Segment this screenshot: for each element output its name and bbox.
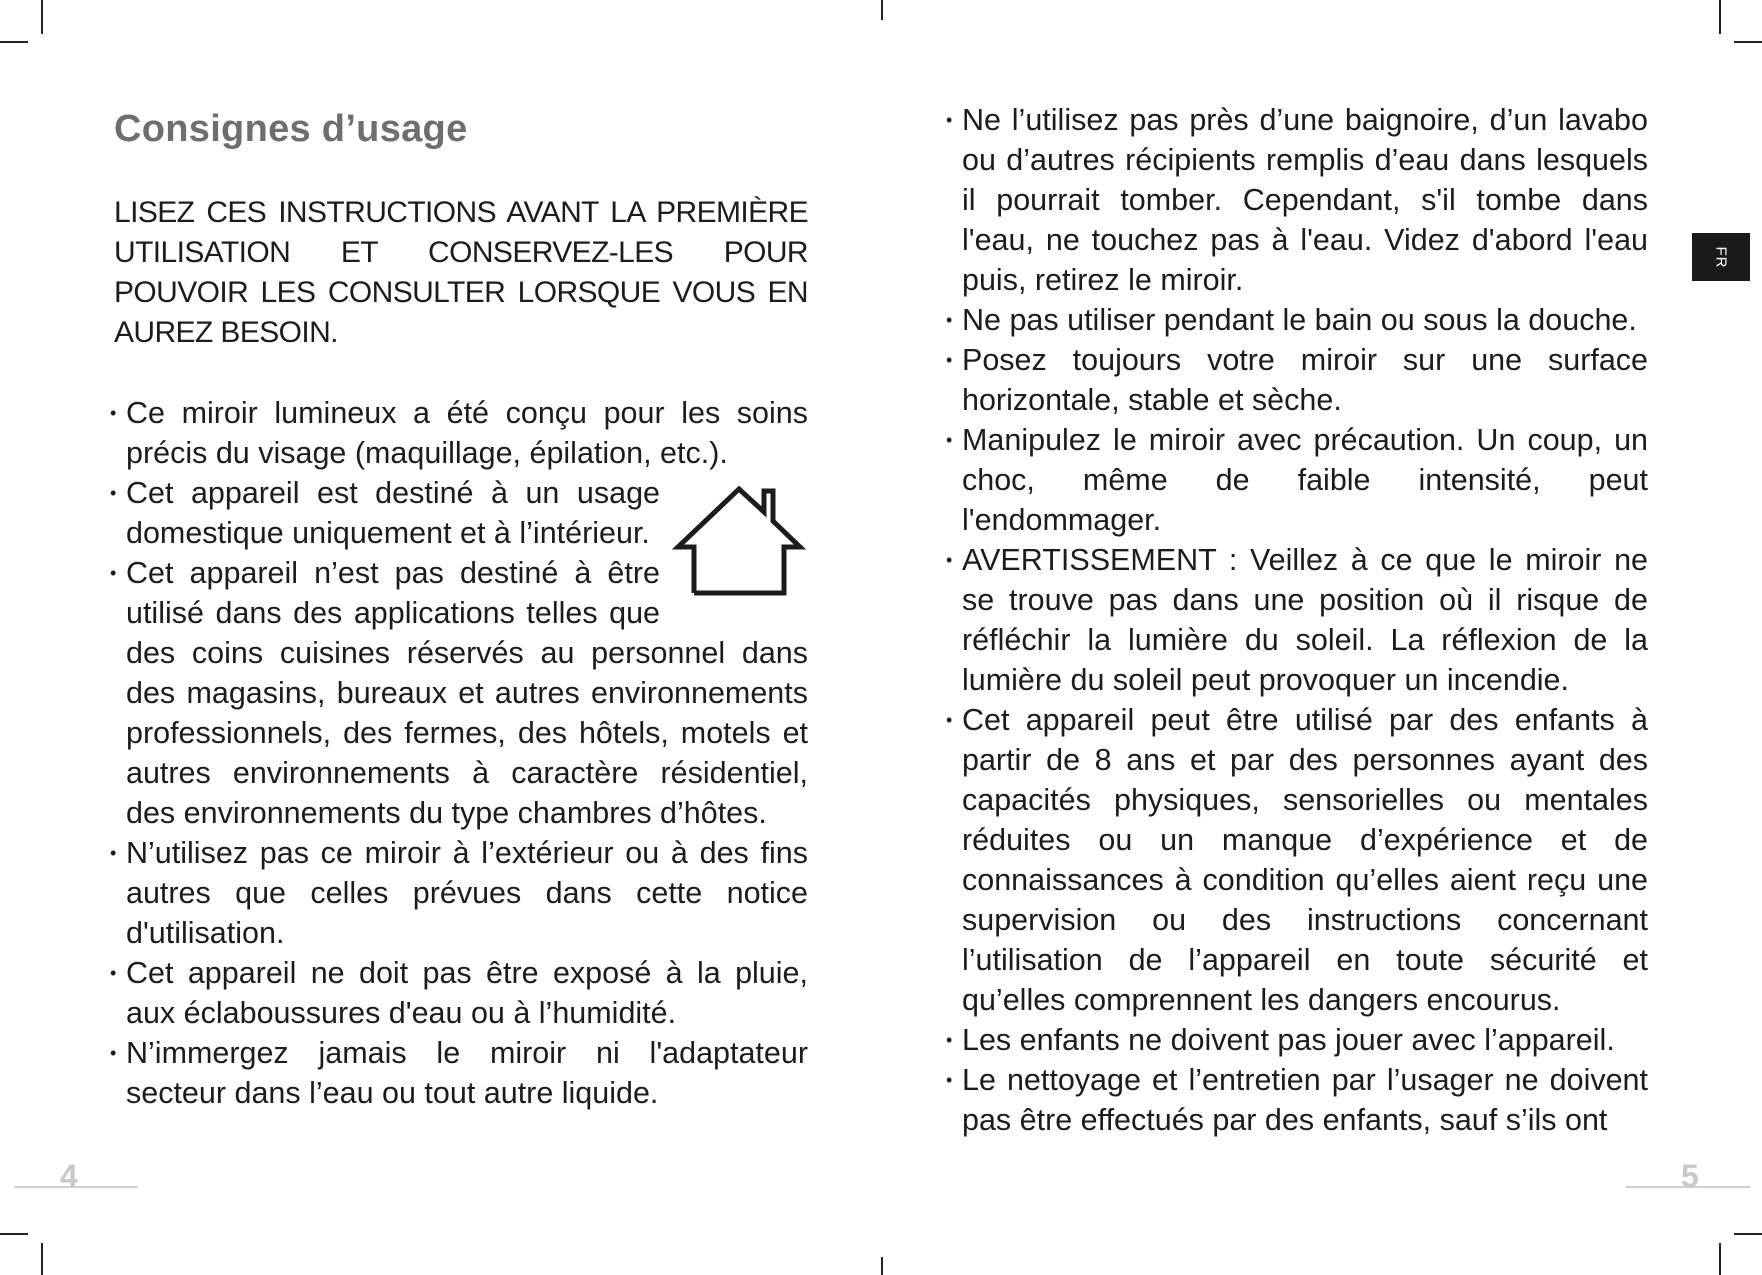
- left-page: [110, 100, 808, 1113]
- list-item: • Manipulez le miroir avec précaution. Un coup, un choc, même de faible intensité, peut l'endommager.: [946, 423, 1648, 537]
- language-tab: [1692, 233, 1750, 281]
- list-item-text: Ne pas utiliser pendant le bain ou sous la douche.: [962, 303, 1637, 337]
- crop-mark: [1734, 1233, 1762, 1235]
- list-item: • Le nettoyage et l’entretien par l’usager ne doivent pas être effectués par des enfants, sauf s’ils ont: [946, 1063, 1648, 1137]
- crop-mark: [1719, 1243, 1721, 1275]
- list-item: • Cet appareil n’est pas destiné à être utilisé dans des applications telles que des coins cuisines réservés au personnel dans des magasins, bureaux et autres environnements professionnels, des fermes, des hôtels, motels et autres environnements à caractère résidentiel, des environnements du type chambres d’hôtes.: [110, 556, 808, 830]
- list-item: • Cet appareil ne doit pas être exposé à la pluie, aux éclaboussures d'eau ou à l’humidité.: [110, 956, 808, 1030]
- list-item-text: Cet appareil ne doit pas être exposé à la pluie, aux éclaboussures d'eau ou à l’humidité.: [126, 956, 808, 1030]
- list-item: • N’utilisez pas ce miroir à l’extérieur ou à des fins autres que celles prévues dans cette notice d'utilisation.: [110, 836, 808, 950]
- list-item: • Ce miroir lumineux a été conçu pour les soins précis du visage (maquillage, épilation, etc.).: [110, 396, 808, 470]
- list-item-text: Ce miroir lumineux a été conçu pour les soins précis du visage (maquillage, épilation, etc.).: [126, 396, 808, 470]
- list-item-text: Cet appareil est destiné à un usage domestique uniquement et à l’intérieur.: [126, 476, 660, 550]
- crop-mark: [881, 1257, 883, 1275]
- list-item-text: Cet appareil n’est pas destiné à être utilisé dans des applications telles que des coins cuisines réservés au personnel dans des magasins, bureaux et autres environnements professionnels, des fermes, des hôtels, motels et autres environnements à caractère résidentiel, des environnements du type chambres d’hôtes.: [126, 556, 808, 830]
- crop-mark: [0, 1233, 28, 1235]
- list-item: • AVERTISSEMENT : Veillez à ce que le miroir ne se trouve pas dans une position où il risque de réfléchir la lumière du soleil. La réflexion de la lumière du soleil peut provoquer un incendie.: [946, 543, 1648, 697]
- language-tab-label: FR: [1712, 246, 1730, 268]
- crop-mark: [881, 0, 883, 20]
- list-item: • Posez toujours votre miroir sur une surface horizontale, stable et sèche.: [946, 343, 1648, 417]
- right-page: [946, 100, 1648, 1140]
- list-item-text: Le nettoyage et l’entretien par l’usager ne doivent pas être effectués par des enfants, sauf s’ils ont: [962, 1063, 1648, 1137]
- list-item: • N’immergez jamais le miroir ni l'adaptateur secteur dans l’eau ou tout autre liquide.: [110, 1036, 808, 1110]
- crop-mark: [0, 41, 28, 43]
- list-item-text: Les enfants ne doivent pas jouer avec l’appareil.: [962, 1023, 1615, 1057]
- crop-mark: [1719, 0, 1721, 34]
- list-item: • Ne pas utiliser pendant le bain ou sous la douche.: [946, 303, 1637, 337]
- list-item: • Cet appareil peut être utilisé par des enfants à partir de 8 ans et par des personnes ayant des capacités physiques, sensorielles ou mentales réduites ou un manque d’expérience et de connaissances à condition qu’elles aient reçu une supervision ou des instructions concernant l’utilisation de l’appareil en toute sécurité et qu’elles comprennent les dangers encourus.: [946, 703, 1648, 1017]
- intro-warning: LISEZ CES INSTRUCTIONS AVANT LA PREMIÈRE UTILISATION ET CONSERVEZ-LES POUR POUVOIR LES CONSULTER LORSQUE VOUS EN AUREZ BESOIN.: [114, 196, 808, 349]
- list-item-text: AVERTISSEMENT : Veillez à ce que le miroir ne se trouve pas dans une position où il risque de réfléchir la lumière du soleil. La réflexion de la lumière du soleil peut provoquer un incendie.: [962, 543, 1648, 697]
- list-item-text: Cet appareil peut être utilisé par des enfants à partir de 8 ans et par des personnes ayant des capacités physiques, sensorielles ou mentales réduites ou un manque d’expérience et de connaissances à condition qu’elles aient reçu une supervision ou des instructions concernant l’utilisation de l’appareil en toute sécurité et qu’elles comprennent les dangers encourus.: [962, 703, 1648, 1017]
- list-item-text: Posez toujours votre miroir sur une surface horizontale, stable et sèche.: [962, 343, 1648, 417]
- list-item: • Cet appareil est destiné à un usage domestique uniquement et à l’intérieur.: [114, 473, 808, 553]
- crop-mark: [41, 1243, 43, 1275]
- crop-mark: [1734, 41, 1762, 43]
- list-item: • Les enfants ne doivent pas jouer avec l’appareil.: [946, 1023, 1615, 1057]
- list-item: • Ne l’utilisez pas près d’une baignoire, d’un lavabo ou d’autres récipients remplis d’eau dans lesquels il pourrait tomber. Cependant, s'il tombe dans l'eau, ne touchez pas à l'eau. Videz d'abord l'eau puis, retirez le miroir.: [946, 103, 1648, 297]
- page-number-right: 5: [1681, 1158, 1699, 1194]
- safety-instructions-list: [946, 100, 1648, 1140]
- usage-instructions-list: [110, 393, 808, 1113]
- list-item-text: Manipulez le miroir avec précaution. Un coup, un choc, même de faible intensité, peut l'endommager.: [962, 423, 1648, 537]
- list-item-text: Ne l’utilisez pas près d’une baignoire, d’un lavabo ou d’autres récipients remplis d’eau dans lesquels il pourrait tomber. Cependant, s'il tombe dans l'eau, ne touchez pas à l'eau. Videz d'abord l'eau puis, retirez le miroir.: [962, 103, 1648, 297]
- page-number-left: 4: [60, 1158, 78, 1194]
- page-title: Consignes d’usage: [114, 108, 468, 150]
- list-item-text: N’utilisez pas ce miroir à l’extérieur ou à des fins autres que celles prévues dans cette notice d'utilisation.: [126, 836, 808, 950]
- crop-mark: [41, 0, 43, 34]
- list-item-text: N’immergez jamais le miroir ni l'adaptateur secteur dans l’eau ou tout autre liquide.: [126, 1036, 808, 1110]
